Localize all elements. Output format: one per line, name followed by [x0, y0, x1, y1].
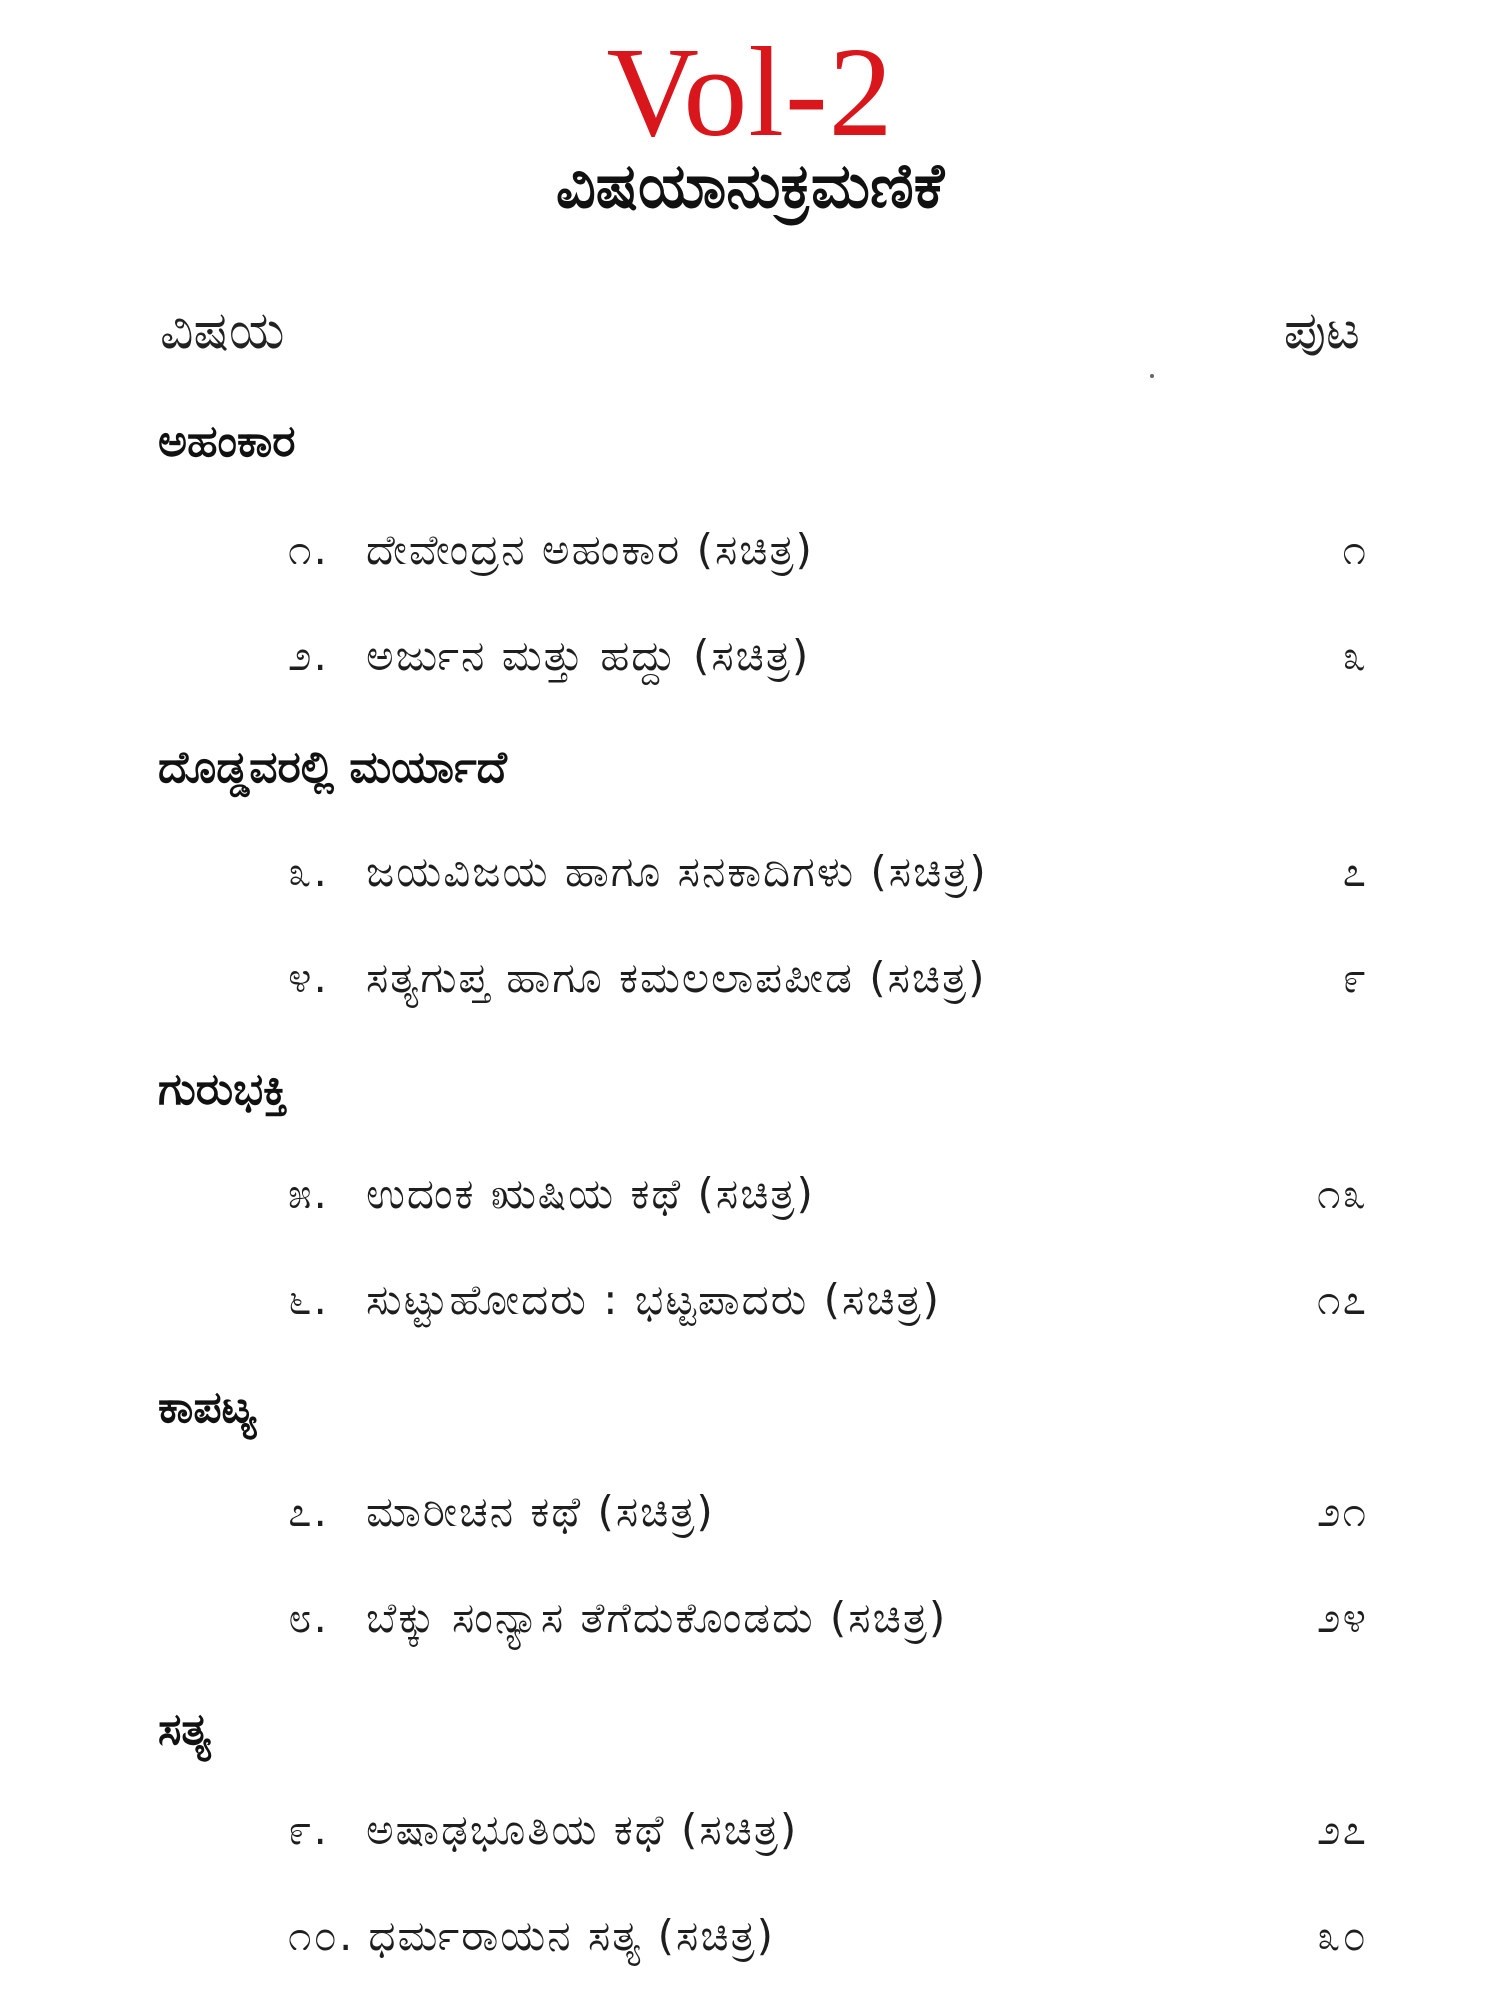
entry-page: ೯	[1342, 953, 1368, 1002]
entry-page: ೧೭	[1316, 1275, 1368, 1324]
entry-title: ಅಷಾಢಭೂತಿಯ ಕಥೆ (ಸಚಿತ್ರ)	[366, 1805, 799, 1854]
entry-title: ಧರ್ಮರಾಯನ ಸತ್ಯ (ಸಚಿತ್ರ)	[368, 1911, 775, 1960]
entry-page: ೧೩	[1316, 1169, 1368, 1218]
section-title-ahankara: ಅಹಂಕಾರ	[158, 416, 296, 467]
toc-entry[interactable]	[288, 518, 1368, 582]
entry-page: ೨೭	[1316, 1805, 1368, 1854]
section-title-respect-elders: ದೊಡ್ಡವರಲ್ಲಿ ಮರ್ಯಾದೆ	[158, 742, 507, 793]
entry-number: ೧.	[288, 525, 329, 574]
toc-entry[interactable]	[288, 946, 1368, 1010]
subject-column-header: ವಿಷಯ	[160, 301, 285, 361]
entry-title: ಮಾರೀಚನ ಕಥೆ (ಸಚಿತ್ರ)	[366, 1487, 715, 1536]
entry-page: ೩೦	[1316, 1911, 1368, 1960]
toc-entry[interactable]	[288, 1586, 1368, 1650]
entry-number: ೬.	[288, 1275, 329, 1324]
section-title-gurubhakti: ಗುರುಭಕ್ತಿ	[158, 1064, 288, 1115]
entry-number: ೧೦.	[288, 1911, 355, 1960]
entry-number: ೪.	[288, 953, 329, 1002]
entry-number: ೯.	[288, 1805, 329, 1854]
toc-entry[interactable]	[288, 840, 1368, 904]
entry-title: ಸುಟ್ಟುಹೋದರು : ಭಟ್ಟಪಾದರು (ಸಚಿತ್ರ)	[366, 1275, 941, 1324]
page-column-header: ಪುಟ	[1283, 301, 1360, 361]
entry-title: ಅರ್ಜುನ ಮತ್ತು ಹದ್ದು (ಸಚಿತ್ರ)	[366, 631, 811, 680]
entry-number: ೮.	[288, 1593, 329, 1642]
toc-entry[interactable]	[288, 1480, 1368, 1544]
entry-number: ೨.	[288, 631, 329, 680]
toc-entry[interactable]	[288, 1798, 1368, 1862]
entry-page: ೨೧	[1316, 1487, 1368, 1536]
entry-title: ಸತ್ಯಗುಪ್ತ ಹಾಗೂ ಕಮಲಲಾಪಪೀಡ (ಸಚಿತ್ರ)	[366, 953, 987, 1002]
print-speck	[1150, 374, 1154, 378]
entry-number: ೭.	[288, 1487, 329, 1536]
entry-title: ಜಯವಿಜಯ ಹಾಗೂ ಸನಕಾದಿಗಳು (ಸಚಿತ್ರ)	[366, 847, 988, 896]
entry-title: ಉದಂಕ ಋಷಿಯ ಕಥೆ (ಸಚಿತ್ರ)	[366, 1169, 815, 1218]
entry-title: ದೇವೇಂದ್ರನ ಅಹಂಕಾರ (ಸಚಿತ್ರ)	[366, 525, 814, 574]
entry-page: ೨೪	[1316, 1593, 1368, 1642]
entry-page: ೧	[1342, 525, 1368, 574]
entry-page: ೩	[1342, 631, 1368, 680]
entry-number: ೫.	[288, 1169, 329, 1218]
entry-title: ಬೆಕ್ಕು ಸಂನ್ಯಾಸ ತೆಗೆದುಕೊಂಡದು (ಸಚಿತ್ರ)	[366, 1593, 948, 1642]
toc-entry[interactable]	[288, 1268, 1368, 1332]
toc-entry[interactable]	[288, 1904, 1368, 1968]
toc-entry[interactable]	[288, 1162, 1368, 1226]
volume-title: Vol-2	[606, 21, 894, 163]
toc-heading: ವಿಷಯಾನುಕ್ರಮಣಿಕೆ	[555, 149, 945, 222]
section-title-satya: ಸತ್ಯ	[158, 1704, 211, 1755]
toc-entry[interactable]	[288, 624, 1368, 688]
section-title-kapatya: ಕಾಪಟ್ಯ	[158, 1382, 257, 1433]
entry-number: ೩.	[288, 847, 329, 896]
entry-page: ೭	[1342, 847, 1368, 896]
